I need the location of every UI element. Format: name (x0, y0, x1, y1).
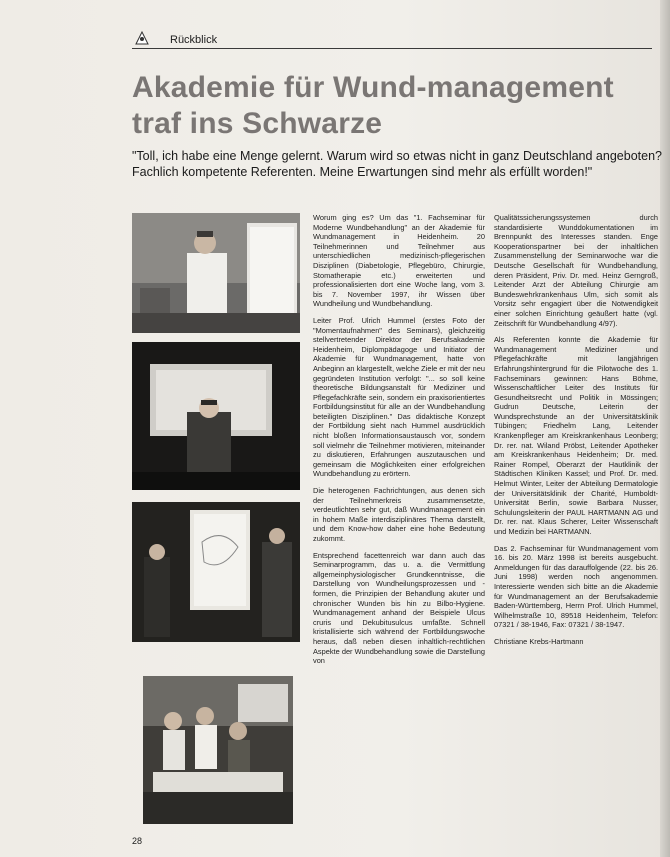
photo-presenter (132, 342, 300, 490)
article-column-middle (313, 213, 485, 673)
page-number: 28 (132, 836, 143, 846)
paragraph: Qualitätssicherungssystemen durch standardisierte Wunddokumentationen im Brennpunkt des Interesses standen. Enge Kooperationspartner bei der inhaltlichen Zusammenstellung der Seminarwoche war die Deutsche Gesellschaft für Wundbehandlung, deren Präsident, Priv. Dr. med. Heinz Gerngroß, Leitender Arzt der Abteilung Chirurgie am Bundeswehrkrankenhaus Ulm, sich somit als Vorsitz sehr engagiert über die Notwendigkeit einer solchen Einrichtung geäußert hatte (vgl. Zeitschrift für Wundbehandlung 4/97). (494, 213, 658, 328)
lead-quote: "Toll, ich habe eine Menge gelernt. Warum wird so etwas nicht in ganz Deutschland angeboten? Fachlich kompetente Referenten. Meine Erwartungen sind mehr als erfüllt worden!" (132, 149, 662, 179)
bandage-icon (134, 30, 150, 46)
section-label: Rückblick (170, 34, 218, 46)
headline: Akademie für Wund-management traf ins Schwarze (132, 71, 614, 140)
header-rule (132, 48, 652, 49)
author-byline: Christiane Krebs-Hartmann (494, 636, 584, 646)
paragraph: Leiter Prof. Ulrich Hummel (erstes Foto der "Momentaufnahmen" des Seminars), gleichzeitig stellvertretender Direktor der Berufsakademie Heidenheim, Diplompädagoge und Initiator der Akademie für Wundmanagement, hatte von Anbeginn an klargestellt, welche Ziele er mit der neu gegründeten Institution verfolgt: "... so soll keine theoretische Bildungsanstalt für Mediziner und Pflegefachkräfte sein, sondern ein praxisorientiertes Fortbildungsinstitut für alle an der Wundbehandlung beteiligten Disziplinen." Das didaktische Konzept der Fortbildung sieht nach Hummel ausdrücklich nicht bloßen Informationsaustausch vor, sondern soll vielmehr die Teilnehmer motivieren, miteinander zu diskutieren, Erfahrungen auszutauschen und gemeinsam die Möglichkeiten einer erfolgreichen Wundbehandlung zu erörtern. (313, 315, 485, 479)
paragraph: Entsprechend facettenreich war dann auch das Seminarprogramm, das u. a. die Vermittlung allgemeinphysiologischer Grundkenntnisse, die Darstellung von Wundheilungsprozessen und -formen, die Prinzipien der Behandlung akuter und chronischer Wunden bis hin zu Bilbo-Hygiene. Wundmanagement anhand der Beispiele Ulcus cruris und Dekubitusulcus umfaßte. Schnell kristallisierte sich während der Fortbildungswoche heraus, daß neben diesen inhaltlich-rechtlichen Aspekte der Wundbehandlung sowie die Darstellung von (313, 550, 485, 666)
paragraph: Als Referenten konnte die Akademie für Wundmanagement Mediziner und Pflegefachkräfte mit langjährigen Erfahrungshintergrund für die Pilotwoche des 1. Fachseminars gewinnen: Hans Böhme, Wissenschaftlicher Leiter des Instituts für Gesundheitsrecht und Politik in Mössingen; Gudrun Deutsche, Leiterin der Wundsprechstunde an der Universitätsklinik Tübingen; Friedhelm Lang, Leitender Krankenpfleger am Kreiskrankenhaus Leonberg; Dr. rer. nat. Wiland Pröbst, Leitender Apotheker am Kreiskrankenhaus Heidenheim; Dr. med. Rainer Rompel, Oberarzt der Hautklinik der Städtischen Kliniken Kassel; und Prof. Dr. med. Helmut Winter, Leiter der Abteilung Dermatologie der Universitätsklinik der Charité, Humboldt-Universität Berlin, sowie Barbara Nusser, Schulungsleiterin der PAUL HARTMANN AG und Dr. rer. nat. Klaus Scherer, Leiter Wissenschaft und Medizin bei HARTMANN. (494, 335, 658, 536)
photo-flipchart-group (132, 502, 300, 642)
photo-lecturer (132, 213, 300, 333)
article-column-right (494, 213, 658, 654)
paragraph: Die heterogenen Fachrichtungen, aus denen sich der Teilnehmerkreis zusammensetzte, verdeutlichten sehr gut, daß Wundmanagement ein in hohem Maße interdisziplinäres Thema darstellt, und dem Know-how daher eine hohe Bedeutung zukommt. (313, 486, 485, 543)
paragraph: Worum ging es? Um das "1. Fachseminar für Moderne Wundbehandlung" an der Akademie für Wundmanagement in Heidenheim. 20 Teilnehmerinnen und Teilnehmer aus unterschiedlichen medizinisch-pflegerischen Disziplinen (Diabetologie, Pflegebüro, Chirurgie, Stomatherapie etc.) erweiterten und professionalisierten dort eine Woche lang, vom 3. bis 7. November 1997, ihr Wissen über Wundheilung und Wundbehandlung. (313, 213, 485, 309)
paragraph: Das 2. Fachseminar für Wundmanagement vom 16. bis 20. März 1998 ist bereits ausgebucht. Anmeldungen für das darauffolgende (22. bis 26. Juni 1998) werden noch angenommen. Interessierte wenden sich bitte an die Akademie für Wundmanagement an der Berufsakademie Baden-Württemberg, Herrn Prof. Ulrich Hummel, Wilhelmstraße 10, 89518 Heidenheim, Telefon: 07321 / 38-1946, Fax: 07321 / 38-1947. (494, 543, 658, 630)
photo-seminar-group (143, 676, 293, 824)
